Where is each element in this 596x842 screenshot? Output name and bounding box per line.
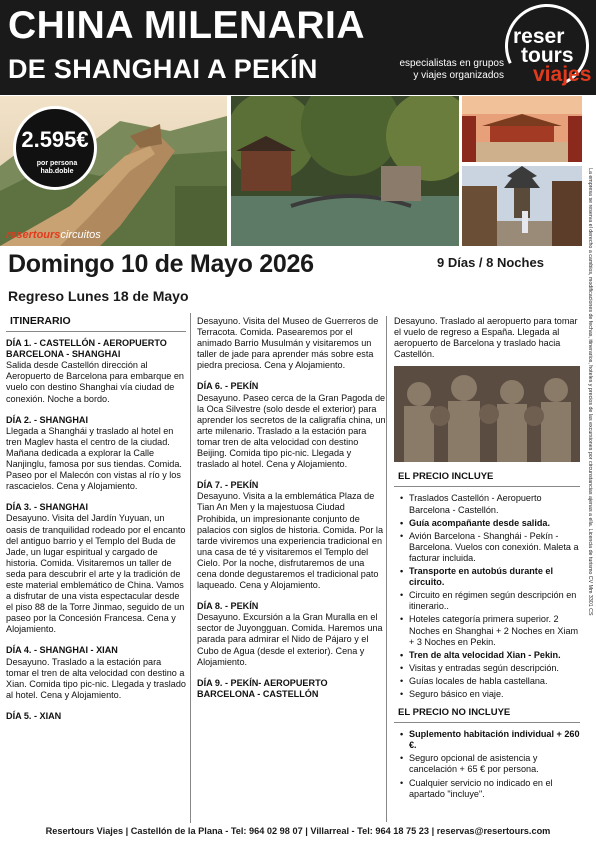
chinese-street-photo <box>462 166 582 246</box>
day-text: Llegada a Shanghái y traslado al hotel en tren Maglev hasta el centro de la ciudad. Mañana dedicada a explorar la Calle Nanjinglu, famosa por sus tiendas. Comida. Paseo por el Malecón con vistas al río y los rascacielos. Cena y Alojamiento. <box>6 425 182 492</box>
itinerary-title: ITINERARIO <box>6 313 186 332</box>
resertours-circuitos-brand <box>6 229 101 241</box>
prices-column <box>394 316 580 822</box>
itinerary-day <box>6 502 186 635</box>
itinerary-column-2 <box>197 316 387 822</box>
departure-date: Domingo 10 de Mayo 2026 <box>8 250 314 278</box>
includes-list <box>394 493 580 700</box>
excludes-item: • Suplemento habitación individual + 260 €. <box>400 729 580 751</box>
itinerary-day <box>6 415 186 493</box>
excludes-title: EL PRECIO NO INCLUYE <box>394 704 580 723</box>
header-banner <box>0 0 596 95</box>
resertours-logo <box>505 4 592 90</box>
page-subtitle: DE SHANGHAI A PEKÍN <box>8 54 318 84</box>
includes-item: • Guía acompañante desde salida. <box>400 518 580 529</box>
itinerary-day <box>197 381 386 470</box>
day-text: Desayuno. Traslado al aeropuerto para tomar el vuelo de regreso a España. Llegada al aeropuerto de Barcelona y traslado hacia Castellón. <box>394 316 578 360</box>
logo-text-viajes: viajes <box>533 63 592 86</box>
itinerary-day <box>197 678 386 700</box>
includes-item: • Transporte en autobús durante el circuito. <box>400 566 580 588</box>
logo-text-reser: reser <box>513 25 565 48</box>
yuyuan-garden-photo <box>231 96 459 246</box>
day-text: Desayuno. Visita a la emblemática Plaza de Tian An Men y la majestuosa Ciudad Prohibida, un impresionante conjunto de palacios con siglos de historia. Comida. Por la tarde viviremos una experiencia tradicional en una casa de té y visitaremos el Templo del Cielo. Por la noche, disfrutaremos de una cena donde degustaremos el tradicional pato laqueado. Cena y Alojamiento. <box>197 491 384 591</box>
day-text: Desayuno. Traslado a la estación para tomar el tren de alta velocidad con destino a Xian. Comida tipo pic-nic. Llegada y traslado al hotel. Cena y Alojamiento. <box>6 656 186 700</box>
brand-part1: resertours <box>6 229 61 241</box>
itinerary-column-1 <box>6 313 191 823</box>
page-title: CHINA MILENARIA <box>8 4 366 47</box>
includes-item: • Seguro básico en viaje. <box>400 689 580 700</box>
itinerary-day <box>6 711 186 722</box>
day-heading: DÍA 9. - PEKÍN- AEROPUERTO BARCELONA - CASTELLÓN <box>197 677 328 699</box>
day-heading: DÍA 1. - CASTELLÓN - AEROPUERTO BARCELONA - SHANGHAI <box>6 338 167 360</box>
tagline: especialistas en grupos y viajes organizados <box>399 58 504 81</box>
itinerary-day <box>197 480 386 591</box>
itinerary-day <box>6 645 186 700</box>
day-heading: DÍA 4. - SHANGHAI - XIAN <box>6 645 118 656</box>
return-date: Regreso Lunes 18 de Mayo <box>8 288 189 304</box>
itinerary-day <box>197 601 386 668</box>
price-badge <box>13 106 97 190</box>
logo-text-tours: tours <box>521 44 574 67</box>
itinerary-day <box>197 316 386 371</box>
includes-item: • Guías locales de habla castellana. <box>400 676 580 687</box>
price-note: por persona hab.doble <box>36 160 78 175</box>
includes-title: EL PRECIO INCLUYE <box>394 468 580 487</box>
day-heading: DÍA 6. - PEKÍN <box>197 381 259 392</box>
forbidden-city-photo <box>462 96 582 162</box>
includes-item: • Tren de alta velocidad Xian - Pekin. <box>400 650 580 661</box>
day-heading: DÍA 7. - PEKÍN <box>197 480 259 491</box>
includes-item: • Traslados Castellón - Aeropuerto Barcelona - Castellón. <box>400 493 580 515</box>
footer-contact: Resertours Viajes | Castellón de la Plana - Tel: 964 02 98 07 | Villarreal - Tel: 964 18 75 23 | reservas@resertours.com <box>45 826 551 836</box>
legal-side-text <box>583 168 595 788</box>
excludes-item: • Seguro opcional de asistencia y cancelación + 65 € por persona. <box>400 753 580 775</box>
includes-item: • Hoteles categoría primera superior. 2 Noches en Shanghai + 2 Noches en Xiam + 3 Noches en Pekin. <box>400 614 580 647</box>
price-amount: 2.595€ <box>21 127 89 152</box>
itinerary-day-continued <box>394 316 580 360</box>
day-text: Desayuno. Excursión a la Gran Muralla en el sector de Juyongguan. Comida. Haremos una parada para admirar el Nido de Pájaro y el Cubo de Agua (desde el exterior). Cena y Alojamiento. <box>197 612 383 667</box>
terracotta-warriors-photo <box>394 366 580 462</box>
excludes-item: • Cualquier servicio no indicado en el apartado "incluye". <box>400 778 580 800</box>
day-heading: DÍA 8. - PEKÍN <box>197 601 259 612</box>
includes-item: • Avión Barcelona - Shanghái - Pekín - Barcelona. Vuelos con conexión. Maleta a facturar incluida. <box>400 531 580 564</box>
brand-part2: circuitos <box>60 229 101 241</box>
day-text: Desayuno. Paseo cerca de la Gran Pagoda de la Oca Silvestre (solo desde el exterior) para aprender los secretos de la caligrafía china, un arte milenario. Traslado a la estación para tomar tren de alta velocidad con destino Beijing. Comida tipo pic-nic. Llegada y traslado al hotel. Cena y Alojamiento. <box>197 392 386 470</box>
day-text: Salida desde Castellón dirección al Aeropuerto de Barcelona para embarque en vuelo con destino Shanghai vía ciudad de conexión. Noche a bordo. <box>6 360 184 404</box>
trip-duration: 9 Días / 8 Noches <box>437 255 544 270</box>
day-heading: DÍA 5. - XIAN <box>6 710 62 721</box>
day-text: Desayuno. Visita del Museo de Guerreros de Terracota. Comida. Pasearemos por el animado Barrio Musulmán y visitaremos un taller de jade para aprender más sobre esta piedra preciosa. Cena y Alojamiento. <box>197 316 379 371</box>
itinerary-day <box>6 338 186 405</box>
includes-item: • Visitas y entradas según descripción. <box>400 663 580 674</box>
day-text: Desayuno. Visita del Jardín Yuyuan, un oasis de tranquilidad rodeado por el encanto del antiguo barrio y el Templo del Buda de Jade, un lugar espiritual y cargado de historia. Comida. Visitaremos un taller de seda para descubrir el arte y la tradición de este material emblemático de China. Vamos a disfrutar de una vista espectacular desde el piso 88 de la Torre Jinmao, seguido de un paseo por la Concesión Francesa. Cena y Alojamiento. <box>6 513 186 635</box>
legal-text: La empresa se reserva el derecho a cambios, modificaciones de fechas, itinerarios, hoteles y precios de las excursiones por circunstancias ajenas a ella. Licencia de turismo CV Mm 3301 CS <box>587 168 593 616</box>
includes-item: • Circuito en régimen según descripción en itinerario.. <box>400 590 580 612</box>
day-heading: DÍA 2. - SHANGHAI <box>6 414 89 425</box>
excludes-list <box>394 729 580 800</box>
day-heading: DÍA 3. - SHANGHAI <box>6 502 89 513</box>
